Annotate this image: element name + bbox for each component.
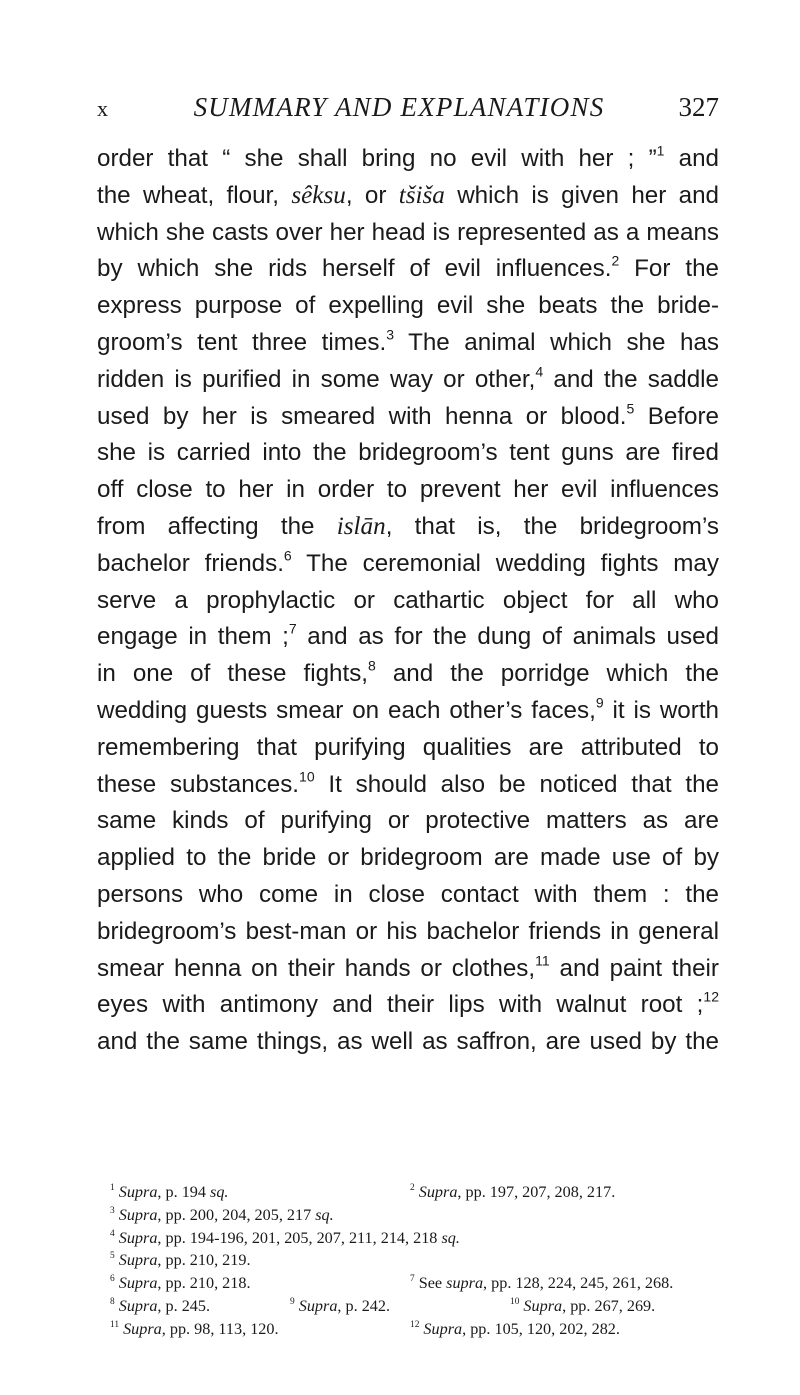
- text-line: [97, 178, 719, 215]
- footnote-text: , p. 245.: [157, 1296, 211, 1315]
- footnote-number: 7: [410, 1274, 415, 1285]
- line-text: same kinds of purifying or protective matters as are: [97, 807, 719, 835]
- footnote-text: , pp. 197, 207, 208, 217.: [457, 1183, 616, 1201]
- footnote-row: [110, 1181, 730, 1204]
- footnote-text: , pp. 267, 269.: [562, 1296, 656, 1315]
- footnote-italic: sq.: [441, 1228, 460, 1247]
- line-text: and: [664, 145, 720, 172]
- footnote-italic: Supra: [118, 1274, 158, 1293]
- footnote-italic: Supra: [423, 1319, 463, 1338]
- text-line: [97, 325, 719, 362]
- footnote-text: , pp. 98, 113, 120.: [161, 1319, 279, 1338]
- line-text: bridegroom’s best-man or his bachelor friends in general: [97, 917, 719, 945]
- footnote-italic: Supra: [298, 1296, 338, 1315]
- footnote: [110, 1181, 228, 1204]
- line-text: it is worth: [603, 696, 719, 724]
- footnote: [110, 1204, 334, 1227]
- footnote: [290, 1295, 390, 1318]
- line-text: order that “ she shall bring no evil with her ; ”: [97, 145, 657, 172]
- footnote-text: , pp. 210, 219.: [157, 1251, 251, 1270]
- footnote-ref: 9: [595, 694, 604, 711]
- footnote-italic: Supra: [118, 1228, 158, 1247]
- line-text: serve a prophylactic or cathartic object for all who: [97, 586, 719, 614]
- footnote-ref: 2: [611, 252, 620, 269]
- line-text: , or: [345, 181, 399, 209]
- text-line: [97, 951, 719, 988]
- footnote-italic: Supra: [418, 1183, 458, 1201]
- footnote-italic: sq.: [210, 1183, 229, 1201]
- text-line: [97, 435, 719, 472]
- line-text: groom’s tent three times.: [97, 328, 387, 356]
- footnote-text: , pp. 105, 120, 202, 282.: [462, 1319, 620, 1338]
- footnote-ref: 8: [368, 657, 376, 674]
- text-line: [97, 840, 719, 877]
- text-line: [97, 767, 719, 804]
- text-line: [97, 803, 719, 840]
- footnote-number: 12: [410, 1319, 420, 1330]
- running-title: SUMMARY AND EXPLANATIONS: [193, 92, 605, 122]
- line-text: and paint their: [549, 954, 719, 982]
- footnote-italic: Supra: [523, 1296, 563, 1315]
- line-text: engage in them ;: [97, 623, 289, 651]
- footnote: [410, 1272, 673, 1295]
- text-line: [97, 509, 719, 546]
- footnote-ref: 6: [283, 547, 292, 564]
- footnote-row: [110, 1272, 730, 1295]
- line-text: Before: [634, 402, 720, 430]
- line-text: , that is, the bridegroom’s: [385, 512, 719, 540]
- text-line: [97, 251, 719, 288]
- text-line: [97, 693, 719, 730]
- line-text: ridden is purified in some way or other,: [97, 365, 536, 393]
- line-text: For the: [619, 255, 719, 283]
- footnote-italic: Supra: [118, 1296, 158, 1315]
- footnote-text: See: [418, 1274, 447, 1293]
- line-text: the wheat, flour,: [97, 181, 292, 209]
- line-text: off close to her in order to prevent her evil influences: [97, 476, 719, 504]
- text-line: [97, 362, 719, 399]
- text-line: [97, 619, 719, 656]
- text-line: [97, 877, 719, 914]
- line-text: The animal which she has: [393, 328, 719, 356]
- footnotes: [110, 1181, 730, 1341]
- line-text: and the porridge which the: [375, 660, 720, 688]
- footnote-row: [110, 1318, 730, 1341]
- line-text: express purpose of expelling evil she beats the bride-: [97, 292, 719, 320]
- footnote-text: , pp. 200, 204, 205, 217: [157, 1205, 316, 1224]
- line-text: she is carried into the bridegroom’s tent guns are fired: [97, 439, 719, 467]
- footnote-number: 5: [110, 1251, 115, 1262]
- text-line: [97, 914, 719, 951]
- italic-term: islān: [336, 512, 386, 540]
- footnote: [110, 1272, 251, 1295]
- line-text: and as for the dung of animals used: [296, 623, 719, 651]
- footnote-ref: 7: [288, 620, 297, 637]
- footnote-ref: 3: [386, 326, 394, 343]
- line-text: which she casts over her head is represented as a means: [97, 218, 719, 246]
- line-text: smear henna on their hands or clothes,: [97, 954, 536, 982]
- footnote: [410, 1318, 620, 1341]
- line-text: in one of these fights,: [97, 660, 369, 688]
- line-text: wedding guests smear on each other’s faces,: [97, 696, 596, 724]
- footnote-number: 11: [110, 1319, 120, 1330]
- line-text: persons who come in close contact with them : the: [97, 880, 719, 908]
- line-text: bachelor friends.: [97, 549, 284, 577]
- footnote-ref: 1: [656, 142, 665, 159]
- footnote: [110, 1318, 279, 1341]
- footnote-row: [110, 1227, 730, 1250]
- text-line: [97, 141, 719, 178]
- footnote-number: 2: [410, 1182, 415, 1193]
- running-header: [97, 92, 719, 132]
- footnote-text: , p. 242.: [337, 1296, 391, 1315]
- footnote-row: [110, 1295, 730, 1318]
- footnote-ref: 4: [535, 363, 544, 380]
- footnote-ref: 12: [703, 988, 719, 1005]
- text-line: [97, 546, 719, 583]
- text-line: [97, 583, 719, 620]
- footnote-number: 3: [110, 1205, 115, 1216]
- body-text: [97, 141, 719, 1061]
- line-text: It should also be noticed that the: [314, 770, 720, 798]
- footnote: [110, 1295, 210, 1318]
- footnote-row: [110, 1249, 730, 1272]
- footnote-number: 8: [110, 1296, 115, 1307]
- footnote-ref: 5: [626, 400, 635, 417]
- line-text: by which she rids herself of evil influences.: [97, 255, 612, 283]
- line-text: remembering that purifying qualities are attributed to: [97, 733, 719, 761]
- text-line: [97, 656, 719, 693]
- line-text: applied to the bride or bridegroom are made use of by: [97, 844, 719, 872]
- line-text: eyes with antimony and their lips with walnut root ;: [97, 991, 704, 1019]
- footnote-italic: Supra: [118, 1183, 158, 1201]
- footnote-italic: sq.: [315, 1205, 334, 1224]
- text-line: [97, 1024, 719, 1061]
- italic-term: sêksu: [291, 181, 346, 209]
- footnote: [410, 1181, 615, 1204]
- footnote-italic: supra: [446, 1274, 484, 1293]
- italic-term: tšiša: [398, 181, 445, 209]
- footnote-italic: Supra: [123, 1319, 162, 1338]
- line-text: which is given her and: [444, 181, 719, 209]
- text-line: [97, 472, 719, 509]
- footnote-row: [110, 1204, 730, 1227]
- line-text: these substances.: [97, 770, 300, 798]
- line-text: and the saddle: [543, 365, 719, 393]
- footnote: [110, 1249, 251, 1272]
- footnote-italic: Supra: [118, 1205, 158, 1224]
- footnote-italic: Supra: [118, 1251, 158, 1270]
- line-text: from affecting the: [97, 512, 337, 540]
- line-text: and the same things, as well as saffron, are used by the: [97, 1028, 719, 1056]
- footnote-number: 4: [110, 1228, 115, 1239]
- footnote: [110, 1227, 460, 1250]
- footnote-number: 6: [110, 1274, 115, 1285]
- footnote-text: , pp. 210, 218.: [157, 1274, 251, 1293]
- line-text: used by her is smeared with henna or blood.: [97, 402, 627, 430]
- page-number: 327: [678, 92, 719, 122]
- footnote-ref: 11: [535, 952, 550, 969]
- text-line: [97, 730, 719, 767]
- footnote-number: 1: [110, 1182, 115, 1193]
- text-line: [97, 288, 719, 325]
- footnote-number: 10: [510, 1296, 520, 1307]
- footnote: [510, 1295, 655, 1318]
- footnote-text: , pp. 194-196, 201, 205, 207, 211, 214, 218: [157, 1228, 442, 1247]
- section-number: x: [97, 96, 109, 121]
- footnote-text: , pp. 128, 224, 245, 261, 268.: [483, 1274, 674, 1293]
- line-text: The ceremonial wedding fights may: [291, 549, 719, 577]
- text-line: [97, 399, 719, 436]
- footnote-text: , p. 194: [157, 1183, 211, 1201]
- text-line: [97, 215, 719, 252]
- footnote-ref: 10: [299, 768, 315, 785]
- footnote-number: 9: [290, 1296, 295, 1307]
- text-line: [97, 987, 719, 1024]
